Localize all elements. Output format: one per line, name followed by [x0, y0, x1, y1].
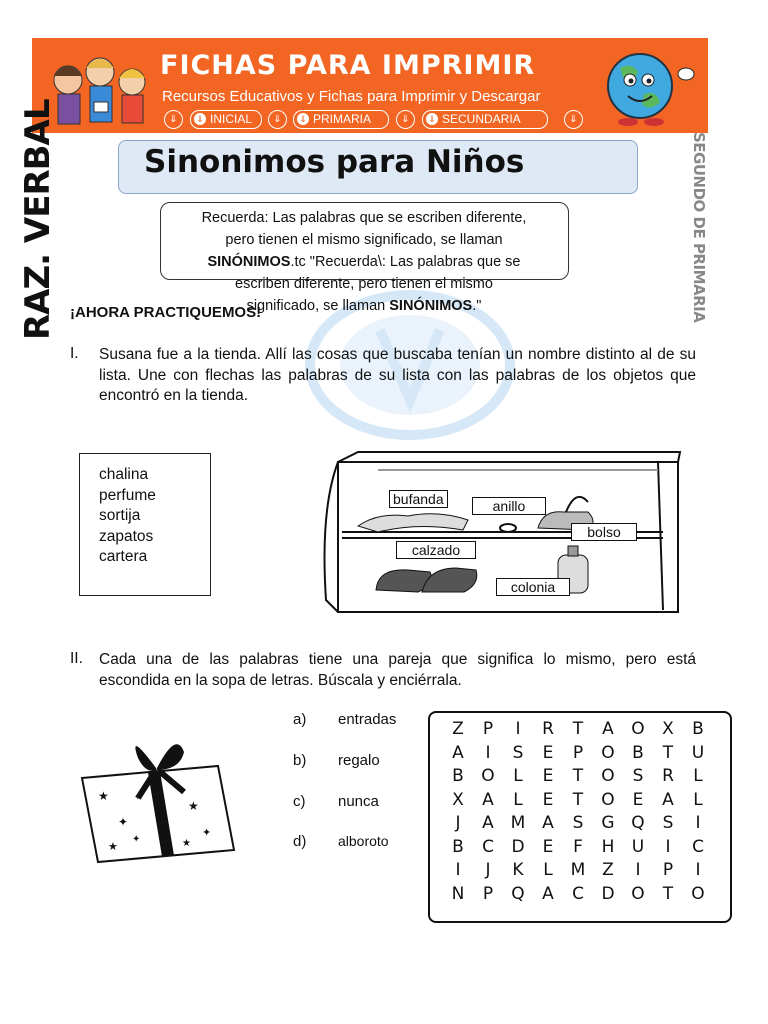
svg-text:✦: ✦: [132, 834, 141, 845]
grid-cell[interactable]: Q: [511, 883, 525, 904]
nav-separator-icon: ⇓: [268, 110, 287, 129]
case-label-anillo: anillo: [472, 497, 546, 515]
grid-cell[interactable]: T: [572, 719, 584, 739]
gift-box-icon: [68, 730, 248, 870]
reminder-line: pero tienen el mismo significado, se llaman: [225, 232, 503, 248]
reminder-line: escriben diferente, pero tienen el mismo: [235, 276, 493, 292]
svg-text:★: ★: [188, 799, 199, 813]
grid-cell[interactable]: J: [455, 813, 461, 833]
grid-cell[interactable]: I: [515, 719, 521, 739]
word-list: [99, 465, 156, 568]
grid-cell[interactable]: X: [452, 789, 464, 810]
case-label-bolso: bolso: [571, 523, 637, 541]
svg-text:★: ★: [98, 789, 109, 803]
grid-cell[interactable]: A: [482, 789, 494, 810]
grid-cell[interactable]: F: [573, 836, 583, 857]
grid-cell[interactable]: L: [693, 766, 703, 786]
grid-cell[interactable]: A: [482, 813, 494, 833]
side-label-subject: RAZ. VERBAL: [18, 99, 58, 340]
reminder-line: Recuerda: Las palabras que se escriben diferente,: [201, 210, 527, 226]
grid-cell[interactable]: I: [665, 836, 671, 857]
grid-cell[interactable]: J: [485, 860, 491, 880]
reminder-keyword: SINÓNIMOS: [389, 298, 473, 314]
word-search-grid[interactable]: [443, 719, 713, 907]
list-item: chalina: [99, 466, 149, 483]
reminder-keyword: SINÓNIMOS: [207, 254, 291, 270]
svg-text:✦: ✦: [118, 815, 129, 829]
grid-cell[interactable]: I: [695, 813, 701, 833]
reminder-text: [164, 207, 564, 317]
svg-text:✦: ✦: [202, 826, 212, 839]
reminder-tc-text: .tc "Recuerda\: Las palabras que se: [290, 254, 521, 270]
svg-text:★: ★: [182, 838, 191, 849]
grid-cell[interactable]: I: [455, 860, 461, 880]
list-item: cartera: [99, 548, 148, 565]
reminder-line: [164, 251, 564, 273]
section-1-number: I.: [70, 345, 79, 362]
arrow-down-icon: ⇓: [194, 113, 206, 125]
section-2-number: II.: [70, 650, 83, 667]
grid-cell[interactable]: O: [631, 883, 645, 904]
grid-cell[interactable]: O: [631, 719, 645, 739]
grid-cell[interactable]: Z: [452, 719, 464, 739]
option-word: nunca: [338, 793, 379, 810]
list-item: sortija: [99, 507, 141, 524]
grid-cell[interactable]: A: [662, 789, 674, 810]
banner-subtitle: Recursos Educativos y Fichas para Imprimir y Descargar: [162, 88, 541, 105]
grid-cell[interactable]: O: [691, 883, 705, 904]
option-word: entradas: [338, 711, 397, 728]
grid-cell[interactable]: O: [601, 742, 615, 763]
grid-cell[interactable]: U: [691, 742, 705, 763]
grid-cell[interactable]: B: [632, 742, 644, 763]
grid-cell[interactable]: M: [570, 860, 586, 880]
banner-title: FICHAS PARA IMPRIMIR: [160, 50, 536, 81]
grid-cell[interactable]: M: [510, 813, 526, 833]
list-item: perfume: [99, 486, 156, 504]
grid-cell[interactable]: U: [631, 836, 645, 857]
grid-cell[interactable]: S: [662, 813, 674, 833]
grid-cell[interactable]: T: [662, 742, 674, 763]
grid-cell[interactable]: C: [572, 883, 584, 904]
nav-separator-icon: ⇓: [396, 110, 415, 129]
grid-cell[interactable]: A: [542, 813, 554, 833]
option-letter: a): [293, 711, 307, 728]
option-word: regalo: [338, 752, 380, 769]
grid-cell[interactable]: S: [572, 813, 584, 833]
grid-cell[interactable]: E: [542, 836, 554, 857]
grid-cell[interactable]: L: [543, 860, 553, 880]
option-word: alboroto: [338, 833, 389, 849]
grid-cell[interactable]: G: [601, 813, 615, 833]
section-1-instructions: Susana fue a la tienda. Allí las cosas que buscaba tenían un nombre distinto al de su lista. Une con flechas las palabras de su lista con las palabras de los objetos que encontró en la tienda.: [99, 346, 696, 404]
nav-separator-icon: ⇓: [164, 110, 183, 129]
option-letter: c): [293, 793, 306, 810]
grid-cell[interactable]: E: [542, 766, 554, 786]
grid-cell[interactable]: K: [512, 860, 524, 880]
grid-cell[interactable]: O: [601, 789, 615, 810]
grid-cell[interactable]: I: [635, 860, 641, 880]
grid-cell[interactable]: O: [481, 766, 495, 786]
grid-cell[interactable]: P: [572, 742, 584, 763]
list-item: zapatos: [99, 527, 154, 545]
grid-cell[interactable]: S: [632, 766, 644, 786]
grid-cell[interactable]: B: [692, 719, 704, 739]
grid-cell[interactable]: I: [485, 742, 491, 763]
nav-secundaria-label: SECUNDARIA: [442, 112, 521, 126]
grid-cell[interactable]: S: [512, 742, 524, 763]
grid-cell[interactable]: L: [693, 789, 703, 810]
case-label-bufanda: bufanda: [389, 490, 448, 508]
nav-primaria-label: PRIMARIA: [313, 112, 372, 126]
case-label-calzado: calzado: [396, 541, 476, 559]
grid-cell[interactable]: C: [482, 836, 494, 857]
globe-mascot-icon: [594, 46, 700, 128]
grid-cell[interactable]: C: [692, 836, 704, 857]
grid-cell[interactable]: A: [452, 742, 464, 763]
grid-cell[interactable]: P: [482, 719, 494, 739]
grid-cell[interactable]: H: [601, 836, 615, 857]
option-letter: b): [293, 752, 307, 769]
grid-cell[interactable]: O: [601, 766, 615, 786]
grid-cell[interactable]: R: [542, 719, 554, 739]
nav-inicial[interactable]: [190, 110, 262, 129]
grid-cell[interactable]: B: [452, 766, 464, 786]
grid-cell[interactable]: E: [632, 789, 644, 810]
grid-cell[interactable]: R: [662, 766, 674, 786]
svg-text:★: ★: [108, 840, 118, 853]
grid-cell[interactable]: L: [513, 789, 523, 810]
reminder-line-part: .": [472, 298, 482, 314]
grid-cell[interactable]: A: [602, 719, 614, 739]
section-2-instructions: Cada una de las palabras tiene una pareja que significa lo mismo, pero está escondida en la sopa de letras. Búscala y enciérrala.: [99, 651, 696, 689]
page-title: Sinonimos para Niños: [144, 144, 525, 180]
grid-cell[interactable]: T: [572, 766, 584, 786]
grid-cell[interactable]: E: [542, 789, 554, 810]
grid-cell[interactable]: P: [482, 883, 494, 904]
reminder-line-part: significado, se llaman: [246, 298, 390, 314]
grid-cell[interactable]: D: [511, 836, 525, 857]
arrow-down-icon: ⇓: [297, 113, 309, 125]
side-label-grade: SEGUNDO DE PRIMARIA: [690, 132, 708, 323]
grid-cell[interactable]: Z: [602, 860, 614, 880]
case-label-colonia: colonia: [496, 578, 570, 596]
grid-cell[interactable]: T: [662, 883, 674, 904]
grid-cell[interactable]: T: [572, 789, 584, 810]
grid-cell[interactable]: L: [513, 766, 523, 786]
option-letter: d): [293, 833, 307, 850]
arrow-down-icon: ⇓: [426, 113, 438, 125]
grid-cell[interactable]: E: [542, 742, 554, 763]
nav-inicial-label: INICIAL: [210, 112, 253, 126]
grid-cell[interactable]: A: [542, 883, 554, 904]
grid-cell[interactable]: D: [601, 883, 615, 904]
grid-cell[interactable]: X: [662, 719, 674, 739]
practice-heading: ¡AHORA PRACTIQUEMOS!: [70, 304, 262, 321]
grid-cell[interactable]: B: [452, 836, 464, 857]
grid-cell[interactable]: N: [451, 883, 465, 904]
nav-separator-icon: ⇓: [564, 110, 583, 129]
svg-text:✧: ✧: [134, 793, 142, 803]
grid-cell[interactable]: Q: [631, 813, 645, 833]
nav-primaria[interactable]: [293, 110, 389, 129]
grid-cell[interactable]: P: [662, 860, 674, 880]
nav-secundaria[interactable]: [422, 110, 548, 129]
grid-cell[interactable]: I: [695, 860, 701, 880]
